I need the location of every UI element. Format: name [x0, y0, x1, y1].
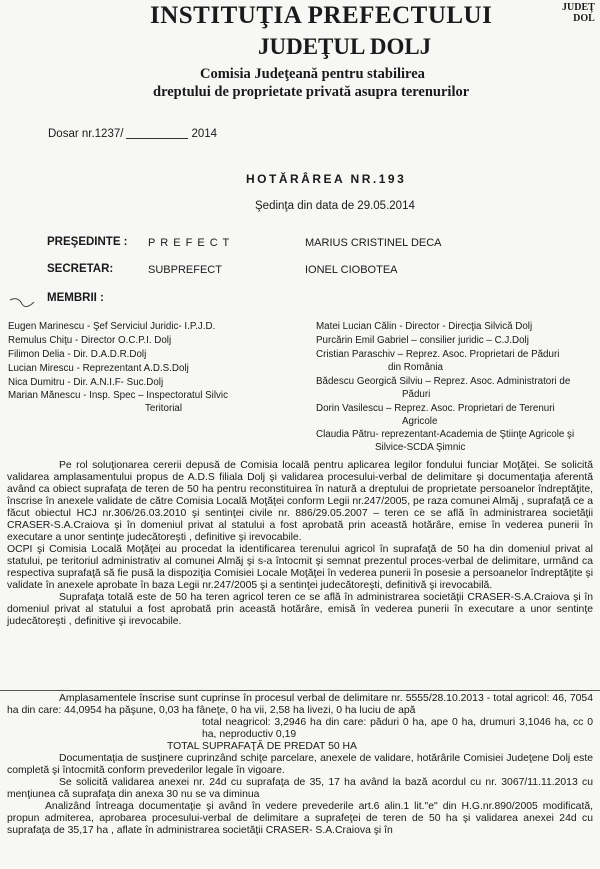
file-number — [48, 128, 217, 140]
paragraph-total-surface: Suprafaţa totală este de 50 ha teren agricol teren ce se află în administrarea societăţii CRASER-S.A.Craiova şi în domeniul privat al statului a fost aprobată prin această hotărâre, emisă în vederea punerii în executare a unor sentinţe judecătoreşti , definitive şi irevocabile. — [7, 592, 593, 627]
member-left: Filimon Delia - Dir. D.A.D.R.Dolj — [8, 349, 147, 360]
paragraph-request: Pe rol soluţionarea cererii depusă de Comisia locală pentru aplicarea legilor fondului funciar Moţăţei. Se solicită validarea amplasamentului propus de A.D.S filiala Dolj şi validarea procesului-verbal de delimitare şi documentaţia aferentă având ca obiect suprafaţa de teren de 50 ha pentru reconstituirea în natură a dreptului de proprietate persoanelor îndreptăţite, înscrise în anexele validate de către Comisia Locală Moţăţei conform Legii nr.247/2005, pe raza comunei Almăj , suprafaţă ce a făcut obiectul HCJ nr.306/26.03.2010 şi sentinţei civile nr. 886/29.05.2007 – teren ce se află în administrarea societăţii CRASER-S.A.Craiova şi în domeniul privat al statului a fost aprobată prin această hotărâre, emise în vederea punerii în executare a unor sentinţe judecătoreşti , definitive şi irevocabile. — [7, 460, 593, 543]
secretary-label: SECRETAR: — [47, 263, 114, 275]
divider-line — [0, 690, 600, 691]
member-right: Bădescu Georgică Silviu – Reprez. Asoc. Administratori de — [316, 376, 571, 387]
members-label: MEMBRII : — [47, 292, 104, 304]
decision-title: HOTĂRÂREA NR.193 — [246, 172, 407, 186]
corner-stamp-line2: DOL — [573, 13, 595, 24]
member-left: Marian Mănescu - Insp. Spec – Inspectoratul Silvic — [8, 390, 228, 401]
body-lower — [7, 693, 593, 837]
file-number-blank — [126, 138, 188, 139]
member-right: Matei Lucian Călin - Director - Direcţia Silvică Dolj — [316, 321, 533, 332]
member-left: Eugen Marinescu - Şef Serviciul Juridic- I.P.J.D. — [8, 321, 216, 332]
member-right: Cristian Paraschiv – Reprez. Asoc. Proprietari de Păduri — [316, 349, 560, 360]
member-right: Purcărin Emil Gabriel – consilier juridic – C.J.Dolj — [316, 335, 529, 346]
member-right: Claudia Pătru- reprezentant-Academia de Ştiinţe Agricole şi — [316, 429, 575, 440]
corner-stamp — [562, 2, 595, 24]
member-left: Teritorial — [145, 403, 183, 414]
corner-stamp-line1: JUDEŢ — [562, 2, 595, 13]
paragraph-analysis: Analizând întreaga documentaţie şi având în vedere prevederile art.6 alin.1 lit."e" din H.G.nr.890/2005 modificată, propun admiterea, aprobarea procesului-verbal de delimitare a suprafeţei de teren de 50 ha şi validarea anexei 24d cu suprafaţa de 35,17 ha , aflate în administrarea societăţii CRASER- S.A.Craiova şi în — [7, 801, 593, 836]
total-to-hand-over: TOTAL SUPRAFAŢĂ DE PREDAT 50 HA — [167, 741, 357, 752]
member-right: Dorin Vasilescu – Reprez. Asoc. Proprietari de Terenuri — [316, 403, 555, 414]
paragraph-annex-validation: Se solicită validarea anexei nr. 24d cu suprafaţa de 35, 17 ha având la bază acordul cu nr. 3067/11.11.2013 cu menţiunea că suprafaţa din anexa 30 nu se va diminua — [7, 777, 593, 800]
county-title: JUDEŢUL DOLJ — [258, 34, 432, 59]
session-date: Şedinţa din data de 29.05.2014 — [255, 200, 415, 212]
president-label: PREŞEDINTE : — [47, 236, 128, 248]
body-upper — [7, 460, 593, 628]
member-left: Lucian Mirescu - Reprezentant A.D.S.Dolj — [8, 363, 189, 374]
member-right: Silvice-SCDA Şimnic — [375, 442, 466, 453]
file-number-prefix: Dosar nr.1237/ — [48, 128, 124, 140]
member-right: din România — [388, 362, 444, 373]
secretary-role: SUBPREFECT — [148, 264, 222, 276]
paragraph-locations: Amplasamentele înscrise sunt cuprinse în procesul verbal de delimitare nr. 5555/28.10.2013 - total agricol: 46, 7054 ha din care: 44,0954 ha păşune, 0,03 ha fâneţe, 0 ha vii, 2,58 ha livezi, 0 ha luciu de apă — [7, 693, 593, 716]
margin-mark — [8, 294, 38, 312]
secretary-name: IONEL CIOBOTEA — [305, 264, 398, 276]
paragraph-documentation: Documentaţia de susţinere cuprinzând schiţe parcelare, anexele de validare, hotărârile Comisiei Judeţene Dolj este completă şi întocmită conform prevederilor legale în vigoare. — [7, 753, 593, 776]
member-left: Nica Dumitru - Dir. A.N.I.F- Suc.Dolj — [8, 377, 164, 388]
president-role: P R E F E C T — [148, 237, 231, 249]
member-right: Păduri — [402, 389, 431, 400]
paragraph-non-agricultural: total neagricol: 3,2946 ha din care: păduri 0 ha, ape 0 ha, drumuri 3,1046 ha, cc 0 ha, neproductiv 0,19 — [202, 717, 593, 740]
member-right: Agricole — [402, 416, 438, 427]
institution-title: INSTITUŢIA PREFECTULUI — [150, 2, 493, 29]
member-left: Remulus Chiţu - Director O.C.P.I. Dolj — [8, 335, 172, 346]
paragraph-ocpi: OCPI şi Comisia Locală Moţăţei au procedat la identificarea terenului agricol în suprafaţă de 50 ha din domeniul privat al statului, pe teritoriul administrativ al comunei Almăj şi s-a întocmit şi semnat prezentul proces-verbal de delimitare, urmând ca respectiva suprafaţă să fie pusă la dispoziţia Comisiei Locale Moţăţei în vederea punerii în posesie a persoanelor îndreptăţite şi validate în anexele aprobate în baza Legii nr.247/2005 şi a sentinţei judecătoreşti, definitivă şi irevocabilă. — [7, 544, 593, 591]
president-name: MARIUS CRISTINEL DECA — [305, 237, 442, 249]
file-number-year: 2014 — [191, 128, 218, 140]
commission-title-line1: Comisia Judeţeană pentru stabilirea — [200, 66, 425, 82]
commission-title-line2: dreptului de proprietate privată asupra terenurilor — [153, 84, 470, 100]
